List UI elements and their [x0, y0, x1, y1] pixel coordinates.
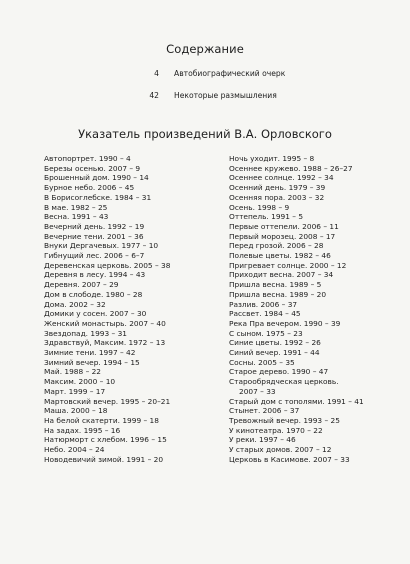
index-entry: Ночь уходит. 1995 – 8: [229, 154, 315, 163]
index-entry: Деревня. 2007 – 29: [44, 280, 119, 290]
index-entry: Стынет. 2006 – 37: [229, 406, 300, 416]
index-entry: Приходит весна. 2007 – 34: [229, 270, 334, 280]
index-entry: Автопортрет. 1990 – 4: [44, 154, 131, 163]
contents-title: Содержание: [166, 42, 244, 56]
index-entry: Перед грозой. 2006 – 28: [229, 241, 324, 251]
index-entry: Старое дерево. 1990 – 47: [229, 367, 329, 377]
index-entry: Река Пра вечером. 1990 – 39: [229, 318, 341, 328]
index-entry: Небо. 2004 – 24: [44, 445, 105, 455]
index-entry: В мае. 1982 – 25: [44, 202, 108, 212]
index-entry: Осенняя пора. 2003 – 32: [229, 192, 325, 202]
index-entry: Бурное небо. 2006 – 45: [44, 183, 135, 193]
index-entry: На белой скатерти. 1999 – 18: [44, 415, 159, 425]
index-column-left: [44, 154, 170, 465]
index-entry: Осеннее солнце. 1992 – 34: [229, 173, 334, 183]
index-entry: Березы осенью. 2007 – 9: [44, 163, 141, 173]
index-entry: У кинотеатра. 1970 – 22: [229, 425, 323, 435]
index-entry: Домики у сосен. 2007 – 30: [44, 309, 147, 319]
index-entry: Новодевичий зимой. 1991 – 20: [44, 454, 164, 464]
index-entry: Вечерний день. 1992 – 19: [44, 221, 145, 231]
index-entry: Старый дом с тополями. 1991 – 41: [229, 396, 364, 406]
index-entry: Церковь в Касимове. 2007 – 33: [229, 454, 350, 464]
index-entry: У старых домов. 2007 – 12: [229, 445, 332, 455]
index-entry: Брошенный дом. 1990 – 14: [44, 173, 149, 183]
index-entry: Мартовский вечер. 1995 – 20–21: [44, 396, 171, 406]
index-entry: Максим. 2000 – 10: [44, 377, 116, 387]
index-entry: Весна. 1991 – 43: [44, 212, 109, 222]
index-entry: Внуки Дергачевых. 1977 – 10: [44, 241, 159, 251]
contents-entry-text: Некоторые размышления: [174, 91, 277, 100]
index-entry: Май. 1988 – 22: [44, 367, 102, 377]
index-entry: Первый морозец. 2008 – 17: [229, 231, 336, 241]
index-column-right: [229, 154, 364, 465]
index-entry: Звездопад. 1993 – 31: [44, 328, 127, 338]
index-title: Указатель произведений В.А. Орловского: [78, 127, 332, 141]
index-entry: Вечерние тени. 2001 – 36: [44, 231, 144, 241]
contents-entry-text: Автобиографический очерк: [174, 69, 286, 78]
index-entry: Женский монастырь. 2007 – 40: [44, 318, 166, 328]
index-entry: Март. 1999 – 17: [44, 386, 106, 396]
index-entry: Синие цветы. 1992 – 26: [229, 338, 321, 348]
index-entry: Зимние тени. 1997 – 42: [44, 348, 136, 358]
index-entry: Зимний вечер. 1994 – 15: [44, 357, 140, 367]
index-entry: Осеннее кружево. 1988 – 26–27: [229, 163, 353, 173]
index-entry: На задах. 1995 – 16: [44, 425, 121, 435]
index-entry: Дома. 2002 – 32: [44, 299, 106, 309]
index-entry: 2007 – 33: [239, 386, 276, 396]
index-entry: Синий вечер. 1991 – 44: [229, 348, 320, 358]
index-entry: В Борисоглебске. 1984 – 31: [44, 192, 152, 202]
index-entry: Натюрморт с хлебом. 1996 – 15: [44, 435, 167, 445]
index-entry: Гибнущий лес. 2006 – 6–7: [44, 251, 145, 261]
contents-page-number: 42: [149, 91, 159, 100]
index-entry: Полевые цветы. 1982 – 46: [229, 251, 331, 261]
index-entry: Пришла весна. 1989 – 20: [229, 289, 327, 299]
index-entry: Рассвет. 1984 – 45: [229, 309, 301, 319]
index-entry: Осень. 1998 – 9: [229, 202, 290, 212]
index-entry: Дом в слободе. 1980 – 28: [44, 289, 143, 299]
index-entry: Пришла весна. 1989 – 5: [229, 280, 322, 290]
index-entry: Первые оттепели. 2006 – 11: [229, 221, 339, 231]
index-entry: Деревня в лесу. 1994 – 43: [44, 270, 146, 280]
index-entry: Разлив. 2006 – 37: [229, 299, 298, 309]
contents-page-number: 4: [154, 69, 159, 78]
index-entry: Маша. 2000 – 18: [44, 406, 108, 416]
index-entry: У реки. 1997 – 46: [229, 435, 296, 445]
index-entry: Осенний день. 1979 – 39: [229, 183, 326, 193]
index-entry: Здравствуй, Максим. 1972 – 13: [44, 338, 166, 348]
index-entry: Сосны. 2005 – 35: [229, 357, 295, 367]
index-entry: Старообрядческая церковь.: [229, 377, 339, 387]
index-entry: Деревенская церковь. 2005 – 38: [44, 260, 171, 270]
index-entry: Тревожный вечер. 1993 – 25: [229, 415, 340, 425]
index-entry: Пригревает солнце. 2000 – 12: [229, 260, 347, 270]
index-entry: С сыном. 1975 – 23: [229, 328, 303, 338]
index-entry: Оттепель. 1991 – 5: [229, 212, 304, 222]
